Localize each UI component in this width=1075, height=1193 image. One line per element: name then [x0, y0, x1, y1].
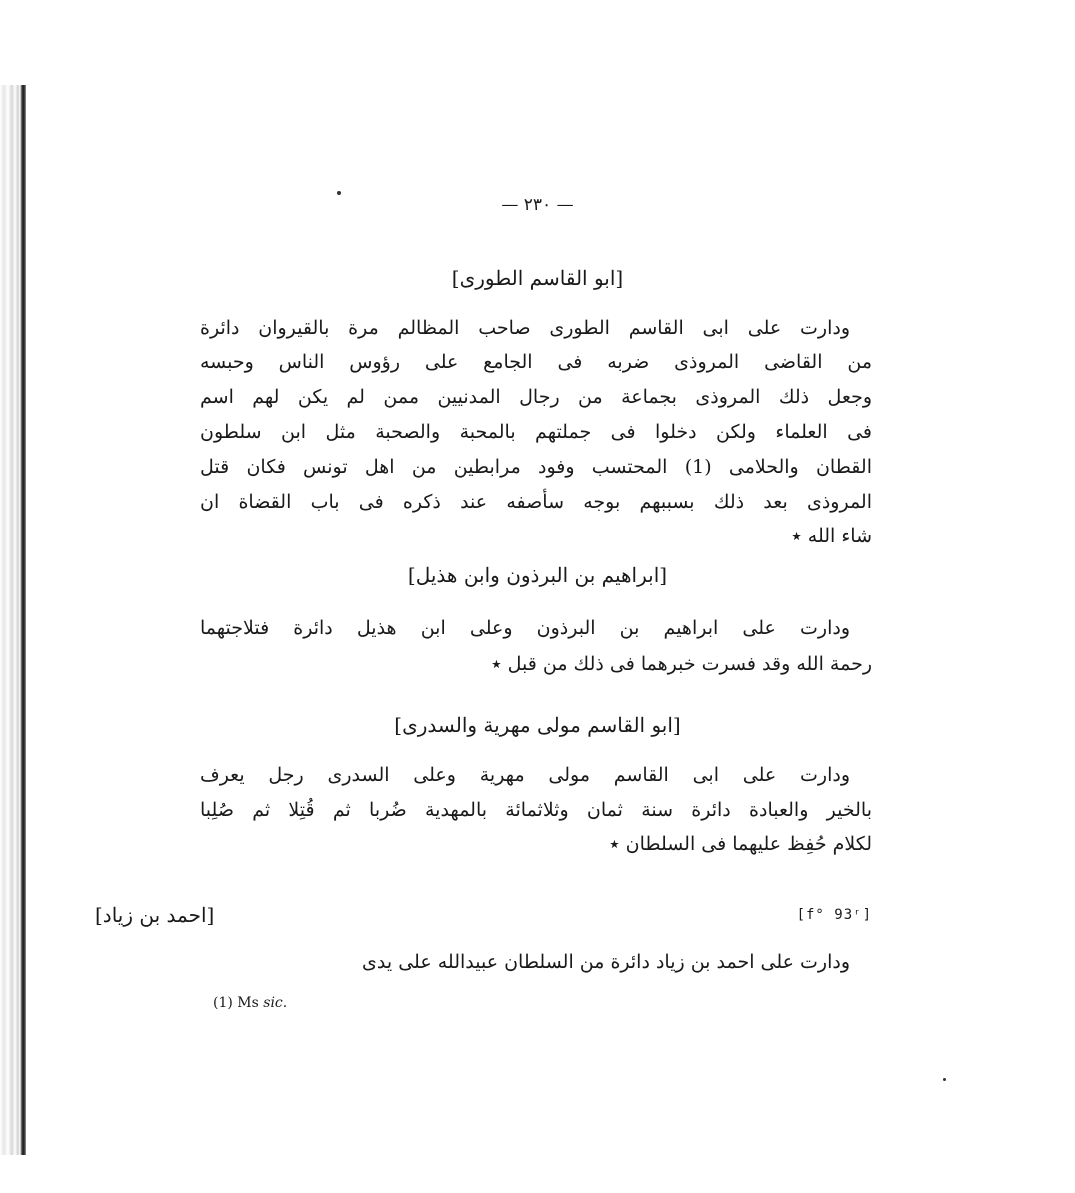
text-line: وجعل ذلك المروذى بجماعة من رجال المدنيين ممن لم يكن لهم اسم — [200, 386, 872, 408]
text-line: المروذى بعد ذلك بسببهم بوجه سأصفه عند ذكره فى باب القضاة ان — [200, 491, 872, 513]
text-line: من القاضى المروذى ضربه فى الجامع على رؤوس الناس وحبسه — [200, 351, 872, 373]
text-line: ودارت على احمد بن زياد دائرة من السلطان عبيدالله على يدى — [362, 951, 850, 973]
text-line: ودارت على ابى القاسم الطورى صاحب المظالم مرة بالقيروان دائرة — [200, 317, 850, 339]
ink-speck — [943, 1078, 946, 1081]
text-line: شاء الله ٭ — [791, 525, 872, 547]
section-heading: [ابو القاسم الطورى] — [451, 266, 624, 290]
text-line: بالخير والعبادة دائرة سنة ثمان وثلاثمائة بالمهدية ضُربا ثم قُتِلا ثم صُلِبا — [200, 799, 872, 821]
text-line: لكلام حُفِظ عليهما فى السلطان ٭ — [609, 833, 872, 855]
footnote-text: sic. — [263, 995, 288, 1011]
text-line: فى العلماء ولكن دخلوا فى جملتهم بالمحبة والصحبة مثل ابن سلطون — [200, 421, 872, 443]
text-line: رحمة الله وقد فسرت خبرهما فى ذلك من قبل ٭ — [491, 653, 872, 675]
section-heading: [ابراهيم بن البرذون وابن هذيل] — [407, 563, 668, 587]
footnote — [213, 995, 287, 1011]
text-line: القطان والحلامى (1) المحتسب وفود مرابطين من اهل تونس فكان قتل — [200, 456, 872, 478]
text-line: ودارت على ابى القاسم مولى مهرية وعلى السدرى رجل يعرف — [200, 764, 850, 786]
section-heading: [ابو القاسم مولى مهرية والسدرى] — [394, 713, 681, 737]
text-line: ودارت على ابراهيم بن البرذون وعلى ابن هذيل دائرة فتلاجتهما — [200, 617, 850, 639]
footnote-number: (1) Ms — [213, 995, 259, 1011]
folio-marginal-note: [f° 93ʳ] — [796, 907, 872, 923]
section-heading: [احمد بن زياد] — [95, 903, 215, 927]
page-number: — ٢٣٠ — — [501, 195, 574, 215]
book-spine-edge — [0, 85, 26, 1155]
